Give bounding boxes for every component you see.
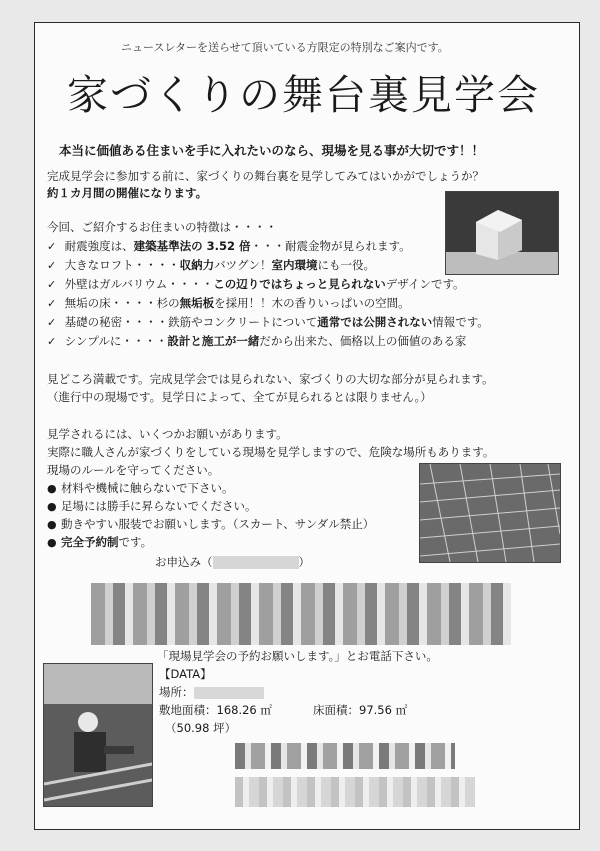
feature-item: ✓ 耐震強度は、建築基準法の 3.52 倍・・・耐震金物が見られます。 bbox=[47, 239, 411, 253]
redacted-company-name bbox=[235, 743, 455, 769]
highlight-line-2: （進行中の現場です。見学日によって、全てが見られるとは限りません。） bbox=[47, 390, 432, 404]
check-icon: ✓ bbox=[47, 259, 57, 272]
page-title: 家づくりの舞台裏見学会 bbox=[67, 71, 540, 119]
redacted-contact bbox=[213, 556, 299, 569]
rule-item: ● 足場には勝手に昇らないでください。 bbox=[47, 499, 257, 513]
floor-area: 床面積：97.56 ㎡ bbox=[313, 703, 408, 717]
place-label: 場所： bbox=[159, 685, 264, 699]
rebar-illustration bbox=[420, 464, 560, 562]
house-model-photo bbox=[445, 191, 559, 275]
check-icon: ✓ bbox=[47, 240, 57, 253]
worker-photo bbox=[43, 663, 153, 807]
redacted-company-address bbox=[235, 777, 475, 807]
feature-item: ✓ シンプルに・・・・設計と施工が一緒だから出来た、価格以上の価値のある家 bbox=[47, 334, 467, 348]
tsubo-area: （50.98 坪） bbox=[165, 721, 237, 735]
header-note: ニュースレターを送らせて頂いている方限定の特別なご案内です。 bbox=[121, 41, 449, 54]
feature-item: ✓ 大きなロフト・・・・収納力バツグン！室内環境にも一役。 bbox=[47, 258, 376, 272]
bullet-icon: ● bbox=[47, 500, 57, 513]
lead-text: 本当に価値ある住まいを手に入れたいのなら、現場を見る事が大切です！！ bbox=[59, 143, 485, 158]
intro-line-2: 約１カ月間の開催になります。 bbox=[47, 186, 208, 200]
redacted-place bbox=[194, 687, 264, 699]
intro-line-1: 完成見学会に参加する前に、家づくりの舞台裏を見学してみてはいかがでしょうか？ bbox=[47, 169, 484, 183]
feature-item: ✓ 基礎の秘密・・・・鉄筋やコンクリートについて通常では公開されない情報です。 bbox=[47, 315, 489, 329]
site-area: 敷地面積：168.26 ㎡ bbox=[159, 703, 272, 717]
check-icon: ✓ bbox=[47, 297, 57, 310]
bullet-icon: ● bbox=[47, 536, 57, 549]
data-heading: 【DATA】 bbox=[159, 667, 212, 681]
phone-note: 「現場見学会の予約お願いします。」とお電話下さい。 bbox=[157, 649, 438, 663]
rule-item: ● 完全予約制です。 bbox=[47, 535, 153, 549]
check-icon: ✓ bbox=[47, 335, 57, 348]
features-heading: 今回、ご紹介するお住まいの特徴は・・・・ bbox=[47, 220, 277, 234]
bullet-icon: ● bbox=[47, 482, 57, 495]
worker-illustration bbox=[44, 664, 152, 806]
feature-item: ✓ 外壁はガルバリウム・・・・この辺りではちょっと見られないデザインです。 bbox=[47, 277, 465, 291]
rule-item: ● 材料や機械に触らないで下さい。 bbox=[47, 481, 234, 495]
newsletter-page bbox=[34, 22, 580, 830]
rules-line-2: 実際に職人さんが家づくりをしている現場を見学しますので、危険な場所もあります。 bbox=[47, 445, 495, 459]
house-model-illustration bbox=[446, 192, 558, 274]
highlight-line-1: 見どころ満載です。完成見学会では見られない、家づくりの大切な部分が見られます。 bbox=[47, 372, 494, 386]
rules-line-1: 見学されるには、いくつかお願いがあります。 bbox=[47, 427, 288, 441]
check-icon: ✓ bbox=[47, 278, 57, 291]
rule-item: ● 動きやすい服装でお願いします。（スカート、サンダル禁止） bbox=[47, 517, 375, 531]
apply-label: お申込み（ ） bbox=[155, 555, 310, 569]
feature-item: ✓ 無垢の床・・・・杉の無垢板を採用！！木の香りいっぱいの空間。 bbox=[47, 296, 410, 310]
bullet-icon: ● bbox=[47, 518, 57, 531]
redacted-phone-number bbox=[91, 583, 511, 645]
foundation-rebar-photo bbox=[419, 463, 561, 563]
rules-line-3: 現場のルールを守ってください。 bbox=[47, 463, 220, 477]
check-icon: ✓ bbox=[47, 316, 57, 329]
